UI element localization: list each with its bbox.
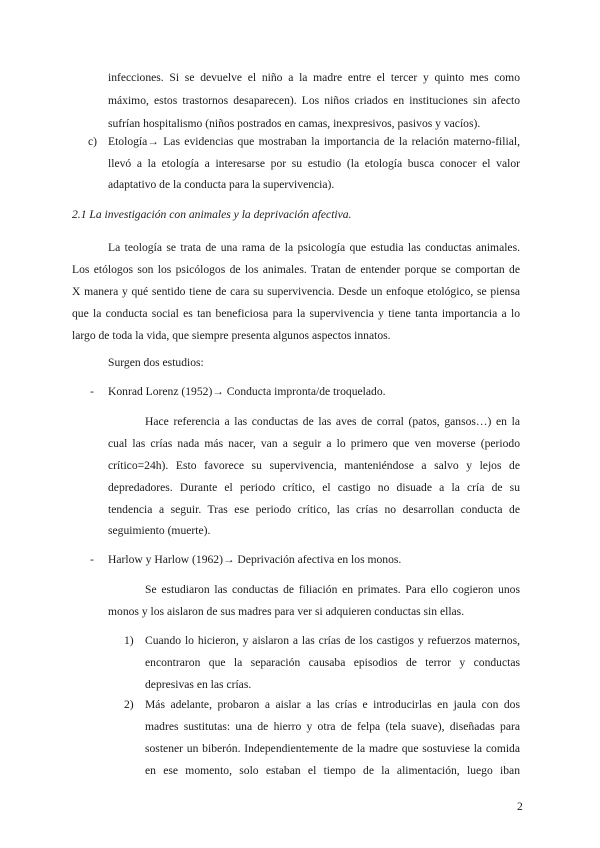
paragraph-line: largo de toda la vida, que siempre presenta algunos aspectos innatos. [72,329,391,342]
section-heading: 2.1 La investigación con animales y la deprivación afectiva. [72,208,352,221]
paragraph-line: llevó a la etología a interesarse por su estudio (la etología busca conocer el valor [108,157,520,170]
paragraph-line: encontraron que la separación causaba episodios de terror y conductas [145,656,520,669]
paragraph-line: cual las crías nada más nacer, van a seguir a lo primero que ven moverse (periodo [108,437,520,450]
page-number: 2 [517,800,523,813]
bullet-marker: - [90,385,94,398]
paragraph-line: depredadores. Durante el periodo crítico, el castigo no disuade a la cría de su [108,481,520,494]
paragraph-line: depresivas en las crías. [145,678,252,691]
paragraph-line: Se estudiaron las conductas de filiación en primates. Para ello cogieron unos [145,583,520,596]
bullet-marker: - [90,553,94,566]
paragraph-line: madres sustitutas: una de hierro y otra de felpa (tela suave), diseñadas para [145,720,520,733]
paragraph-line: Etología→ Las evidencias que mostraban la importancia de la relación materno-filial, [108,135,520,148]
paragraph-line: adaptativo de la conducta para la supervivencia). [108,178,335,191]
list-marker: 2) [124,698,134,711]
paragraph-line: infecciones. Si se devuelve el niño a la madre entre el tercer y quinto mes como [108,71,520,84]
paragraph-line: tendencia a seguir. Tras ese periodo crítico, las crías no desarrollan conducta de [108,503,520,516]
paragraph-line: Hace referencia a las conductas de las aves de corral (patos, gansos…) en la [145,415,520,428]
paragraph-line: monos y los aislaron de sus madres para ver si adquieren conductas sin ellas. [108,605,465,618]
paragraph-line: Cuando lo hicieron, y aislaron a las crías de los castigos y refuerzos maternos, [145,634,520,647]
paragraph-line: sufrían hospitalismo (niños postrados en camas, inexpresivos, pasivos y vacíos). [108,117,481,130]
paragraph-line: Más adelante, probaron a aislar a las crías e introducirlas en jaula con dos [145,698,520,711]
list-marker: c) [88,135,98,148]
paragraph-line: máximo, estos trastornos desaparecen). Los niños criados en instituciones sin afecto [108,94,520,107]
list-marker: 1) [124,634,134,647]
paragraph-line: que la conducta social es tan beneficiosa para la supervivencia y tiene tanta importancia a lo [72,307,520,320]
paragraph-line: La teología se trata de una rama de la psicología que estudia las conductas animales. [108,241,520,254]
paragraph-line: Los etólogos son los psicólogos de los animales. Tratan de entender porque se comportan de [72,263,520,276]
paragraph-line: crítico=24h). Esto favorece su supervivencia, manteniéndose a salvo y lejos de [108,459,520,472]
paragraph-line: X manera y qué sentido tiene de cara su supervivencia. Desde un enfoque etológico, se piensa [72,285,520,298]
bullet-text: Harlow y Harlow (1962)→ Deprivación afectiva en los monos. [108,553,402,566]
paragraph-line: Surgen dos estudios: [108,356,204,369]
bullet-text: Konrad Lorenz (1952)→ Conducta impronta/de troquelado. [108,385,386,398]
paragraph-line: seguimiento (muerte). [108,524,211,537]
paragraph-line: sostener un biberón. Independientemente de la madre que sostuviese la comida [145,742,520,755]
paragraph-line: en ese momento, solo estaban el tiempo de la alimentación, luego iban [145,764,520,777]
